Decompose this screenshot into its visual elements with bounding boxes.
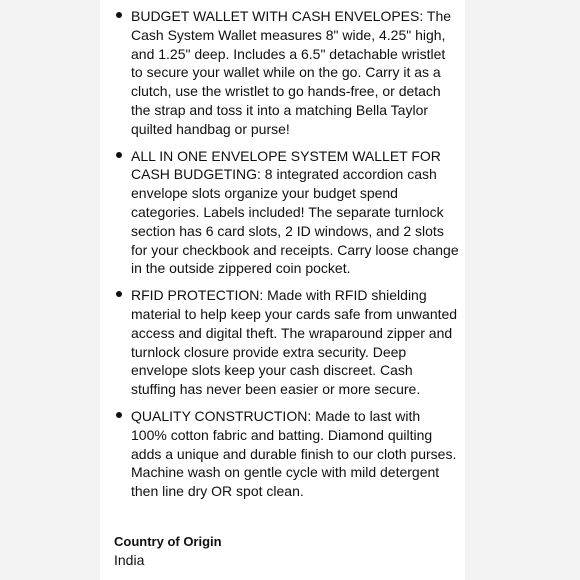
feature-bullet-text: ALL IN ONE ENVELOPE SYSTEM WALLET FOR CASH BUDGETING: 8 integrated accordion cash envelope slots organize your budget spend categories. Labels included! The separate turnlock section has 6 card slots, 2 ID windows, and 2 slots for your checkbook and receipts. Carry loose change in the outside zippered coin pocket.: [131, 147, 459, 277]
feature-bullet-budget-wallet: [114, 7, 459, 139]
feature-bullet-text: RFID PROTECTION: Made with RFID shielding material to help keep your cards safe from unwanted access and digital theft. The wraparound zipper and turnlock closure provide extra security. Deep envelope slots keep your cash discreet. Cash stuffing has never been easier or more secure.: [131, 287, 458, 398]
bullet-dot-icon: [116, 152, 122, 158]
country-of-origin-label: Country of Origin: [114, 534, 222, 549]
country-of-origin-value: India: [114, 552, 145, 568]
bullet-dot-icon: [116, 291, 122, 297]
feature-bullet-list: [114, 7, 459, 509]
bullet-dot-icon: [116, 12, 122, 18]
feature-bullet-envelope-system: [114, 147, 459, 279]
feature-bullet-text: BUDGET WALLET WITH CASH ENVELOPES: The Cash System Wallet measures 8" wide, 4.25" high, and 1.25" deep. Includes a 6.5" detachable wristlet to secure your wallet while on the go. Carry it as a clutch, use the wristlet to go hands-free, or detach the strap and toss it into a matching Bella Taylor quilted handbag or purse!: [131, 8, 452, 137]
product-details-panel: [100, 0, 465, 580]
country-of-origin-section: [114, 532, 454, 570]
feature-bullet-quality-construction: [114, 407, 459, 501]
feature-bullet-text: QUALITY CONSTRUCTION: Made to last with 100% cotton fabric and batting. Diamond quilting adds a unique and durable finish to our cloth purses. Machine wash on gentle cycle with mild detergent then line dry OR spot clean.: [131, 407, 457, 500]
bullet-dot-icon: [116, 412, 122, 418]
feature-bullet-rfid-protection: [114, 286, 459, 399]
